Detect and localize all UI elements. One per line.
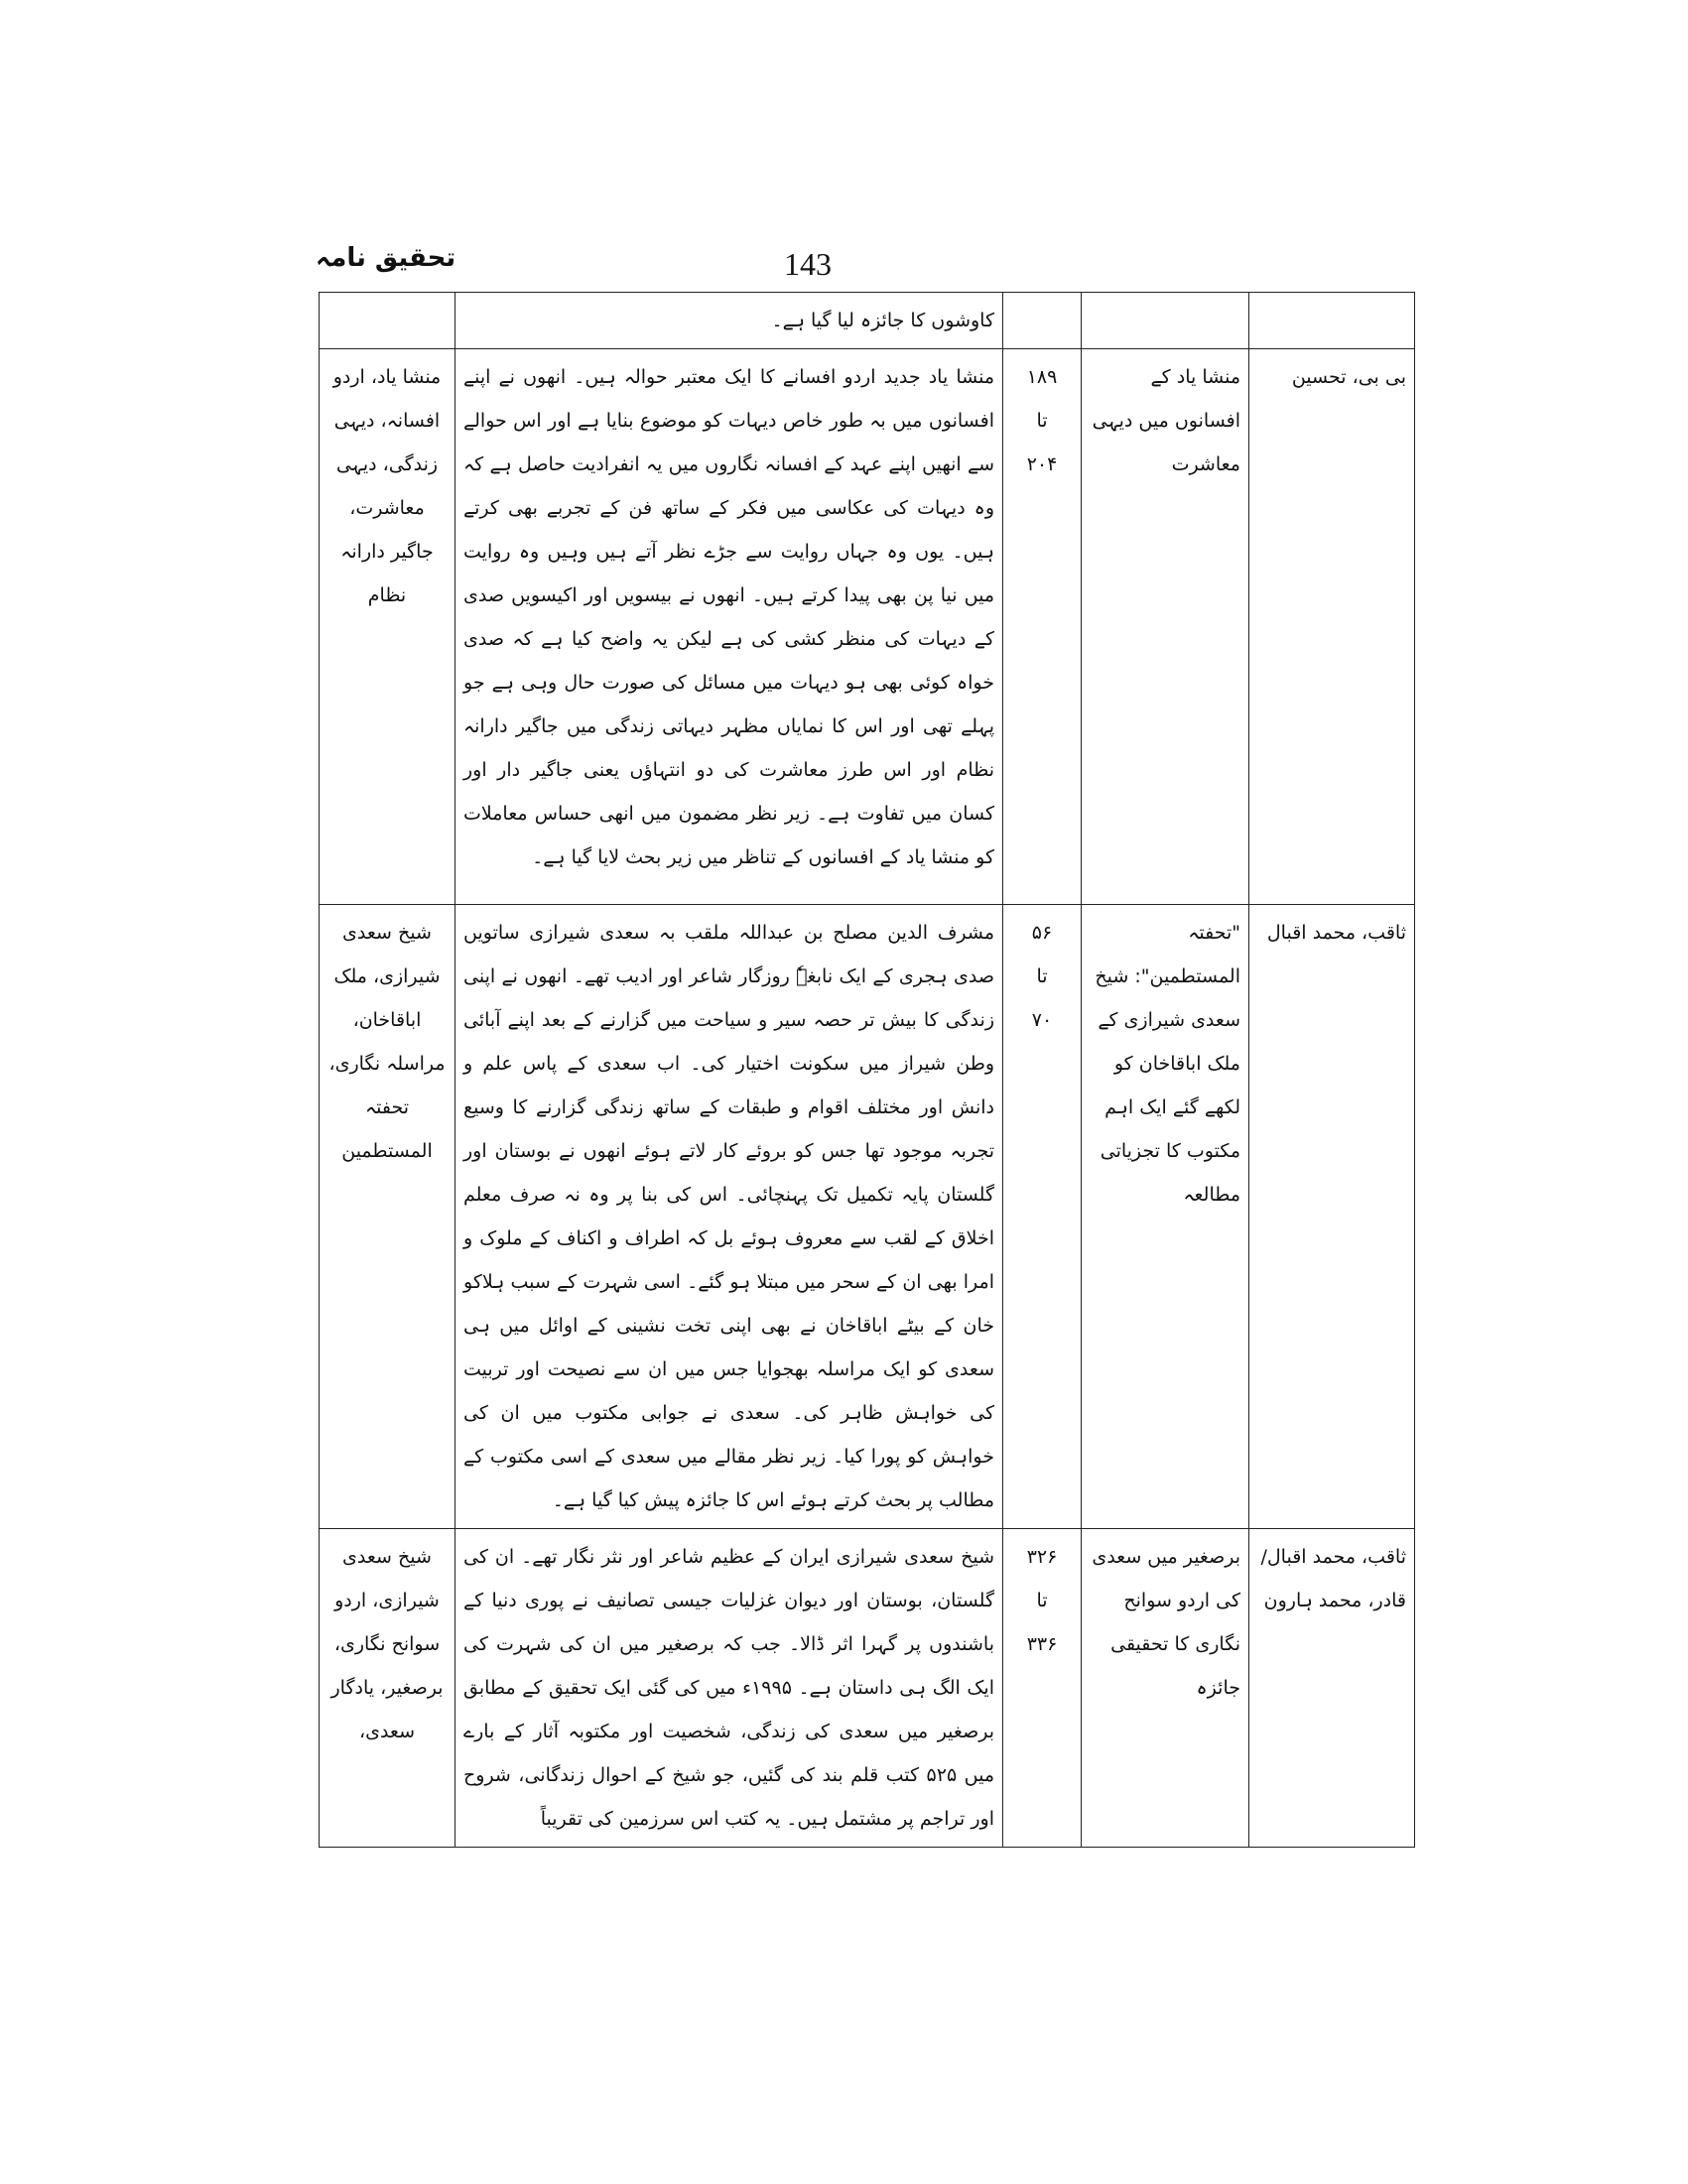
pages-cell <box>1003 349 1082 905</box>
page-to: تا <box>1036 965 1048 987</box>
abstract-cell: کاوشوں کا جائزہ لیا گیا ہے۔ <box>455 293 1003 349</box>
keywords-cell: شیخ سعدی شیرازی، ملک اباقاخان، مراسلہ نگاری، تحفتہ المستطمین <box>320 905 455 1529</box>
page-end: ۳۳۶ <box>1026 1633 1058 1655</box>
author-cell: ثاقب، محمد اقبال <box>1249 905 1415 1529</box>
keywords-cell <box>320 293 455 349</box>
table-row <box>320 349 1415 905</box>
abstract-cell: شیخ سعدی شیرازی ایران کے عظیم شاعر اور نثر نگار تھے۔ ان کی گلستان، بوستان اور دیوان غزلیات جیسی تصانیف نے پوری دنیا کے باشندوں پر گہرا اثر ڈالا۔ جب کہ برصغیر میں ان کی شہرت کی ایک الگ ہی داستان ہے۔ ۱۹۹۵ء میں کی گئی ایک تحقیق کے مطابق برصغیر میں سعدی کی زندگی، شخصیت اور مکتوبہ آثار کے بارے میں ۵۲۵ کتب قلم بند کی گئیں، جو شیخ کے احوال زندگانی، شروح اور تراجم پر مشتمل ہیں۔ یہ کتب اس سرزمین کی تقریباً <box>455 1529 1003 1848</box>
page-end: ۲۰۴ <box>1026 453 1058 475</box>
pages-cell <box>1003 905 1082 1529</box>
keywords-cell: منشا یاد، اردو افسانہ، دیہی زندگی، دیہی معاشرت، جاگیر دارانہ نظام <box>320 349 455 905</box>
title-cell: منشا یاد کے افسانوں میں دیہی معاشرت <box>1082 349 1249 905</box>
pages-cell <box>1003 293 1082 349</box>
page-to: تا <box>1036 410 1048 432</box>
table-row <box>320 905 1415 1529</box>
page-number: 143 <box>784 246 832 282</box>
pages-cell <box>1003 1529 1082 1848</box>
page-start: ۱۸۹ <box>1026 366 1058 388</box>
page-end: ۷۰ <box>1031 1009 1053 1031</box>
page-start: ۳۲۶ <box>1026 1546 1058 1568</box>
page-to: تا <box>1036 1590 1048 1611</box>
author-cell: ثاقب، محمد اقبال/ قادر، محمد ہارون <box>1249 1529 1415 1848</box>
title-cell <box>1082 293 1249 349</box>
title-cell: "تحفتہ المستطمین": شیخ سعدی شیرازی کے ملک اباقاخان کو لکھے گئے ایک اہم مکتوب کا تجزیاتی مطالعہ <box>1082 905 1249 1529</box>
table-row <box>320 1529 1415 1848</box>
author-cell: بی بی، تحسین <box>1249 349 1415 905</box>
index-table <box>319 292 1415 1848</box>
abstract-cell: مشرف الدین مصلح بن عبداللہ ملقب بہ سعدی شیرازی ساتویں صدی ہجری کے ایک نابغہٗ روزگار شاعر اور ادیب تھے۔ انھوں نے اپنی زندگی کا بیش تر حصہ سیر و سیاحت میں گزارنے کے بعد اپنے آبائی وطن شیراز میں سکونت اختیار کی۔ اب سعدی کے پاس علم و دانش اور مختلف اقوام و طبقات کے ساتھ زندگی گزارنے کا وسیع تجربہ موجود تھا جس کو بروئے کار لاتے ہوئے انھوں نے بوستان اور گلستان پایہ تکمیل تک پہنچائی۔ اس کی بنا پر وہ نہ صرف معلم اخلاق کے لقب سے معروف ہوئے بل کہ اطراف و اکناف کے ملوک و امرا بھی ان کے سحر میں مبتلا ہو گئے۔ اسی شہرت کے سبب ہلاکو خان کے بیٹے اباقاخان نے بھی اپنی تخت نشینی کے اوائل میں ہی سعدی کو ایک مراسلہ بھجوایا جس میں ان سے نصیحت اور تربیت کی خواہش ظاہر کی۔ سعدی نے جوابی مکتوب میں ان کی خواہش کو پورا کیا۔ زیر نظر مقالے میں سعدی کے اسی مکتوب کے مطالب پر بحث کرتے ہوئے اس کا جائزہ پیش کیا گیا ہے۔ <box>455 905 1003 1529</box>
keywords-cell: شیخ سعدی شیرازی، اردو سوانح نگاری، برصغیر، یادگار سعدی، <box>320 1529 455 1848</box>
table-row <box>320 293 1415 349</box>
author-cell <box>1249 293 1415 349</box>
journal-title: تحقیق نامہ <box>316 243 456 273</box>
page-start: ۵۶ <box>1031 922 1053 944</box>
abstract-cell: منشا یاد جدید اردو افسانے کا ایک معتبر حوالہ ہیں۔ انھوں نے اپنے افسانوں میں بہ طور خاص دیہات کو موضوع بنایا ہے اور اس حوالے سے انھیں اپنے عہد کے افسانہ نگاروں میں یہ انفرادیت حاصل ہے کہ وہ دیہات کی عکاسی میں فکر کے ساتھ فن کے تجربے بھی کرتے ہیں۔ یوں وہ جہاں روایت سے جڑے نظر آتے ہیں وہیں وہ روایت میں نیا پن بھی پیدا کرتے ہیں۔ انھوں نے بیسویں اور اکیسویں صدی کے دیہات کی منظر کشی کی ہے لیکن یہ واضح کیا ہے کہ صدی خواہ کوئی بھی ہو دیہات میں مسائل کی صورت حال وہی ہے جو پہلے تھی اور اس کا نمایاں مظہر دیہاتی زندگی میں جاگیر دارانہ نظام اور اس طرز معاشرت کی دو انتہاؤں یعنی جاگیر دار اور کسان میں تفاوت ہے۔ زیر نظر مضمون میں انھی حساس معاملات کو منشا یاد کے افسانوں کے تناظر میں زیر بحث لایا گیا ہے۔ <box>455 349 1003 905</box>
title-cell: برصغیر میں سعدی کی اردو سوانح نگاری کا تحقیقی جائزہ <box>1082 1529 1249 1848</box>
